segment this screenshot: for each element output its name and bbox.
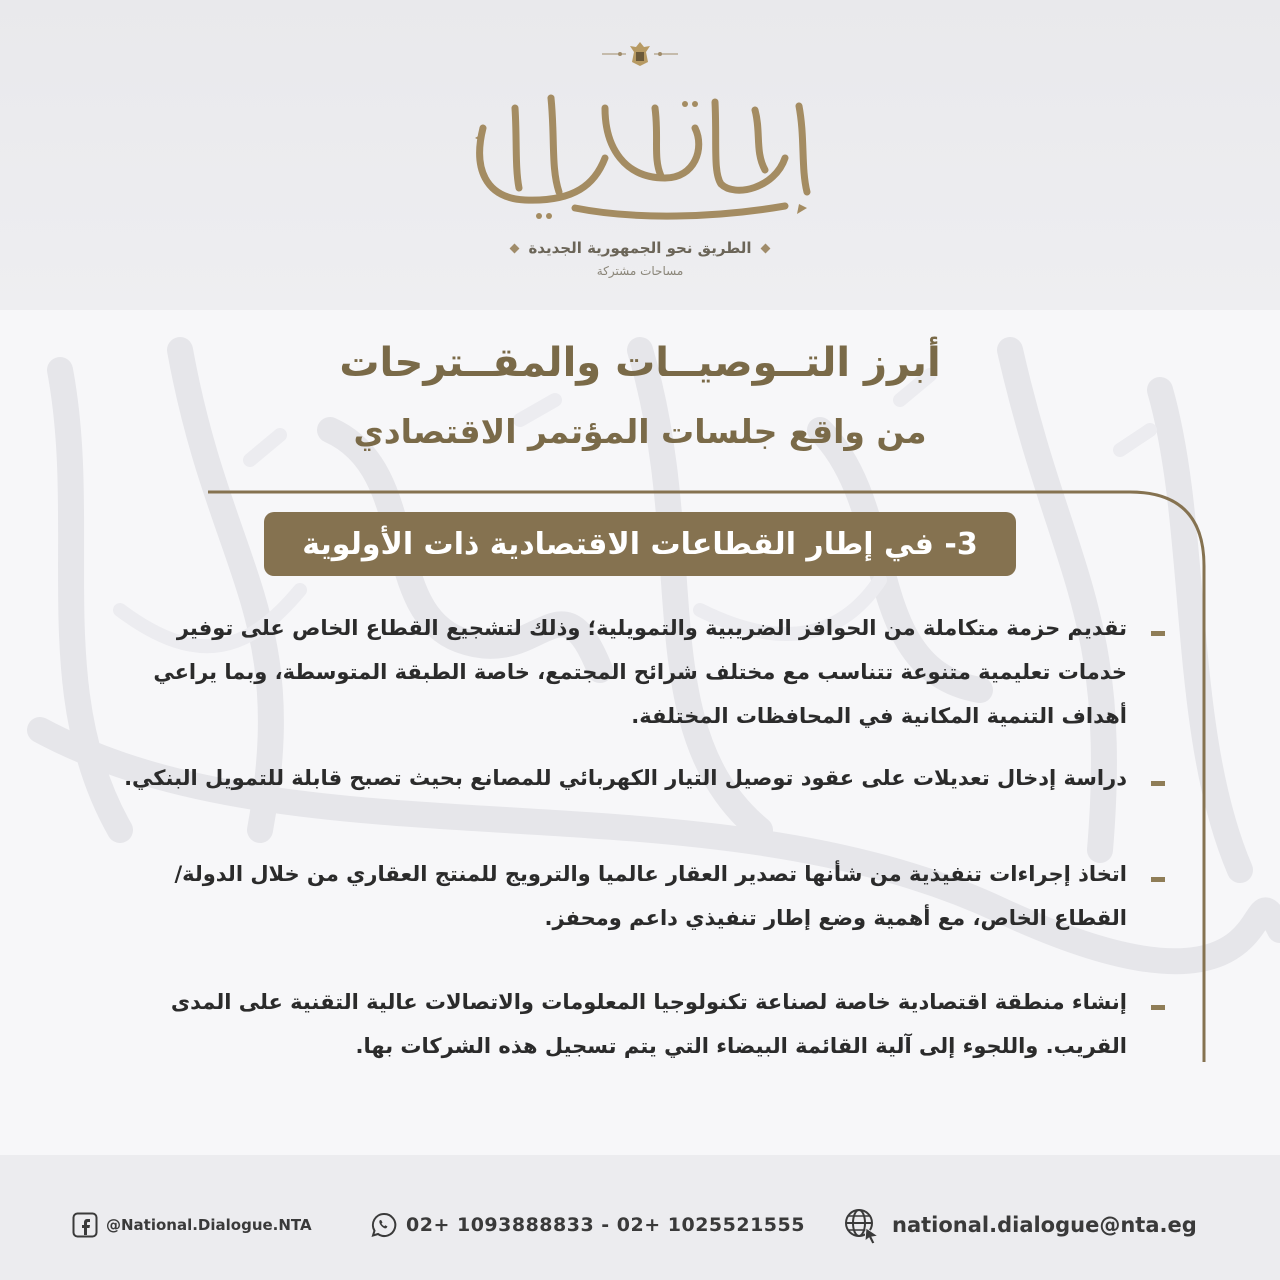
recommendations-list <box>120 606 1175 1068</box>
phone-numbers[interactable] <box>370 1205 805 1245</box>
bullet-marker-icon <box>1151 1005 1165 1010</box>
facebook-handle: @National.Dialogue.NTA <box>106 1216 312 1234</box>
page-subtitle: من واقع جلسات المؤتمر الاقتصادي <box>353 412 927 451</box>
bullet-marker-icon <box>1151 877 1165 882</box>
email-link[interactable] <box>842 1205 1197 1245</box>
diamond-icon <box>760 243 770 253</box>
bullet-marker-icon <box>1151 631 1165 636</box>
globe-icon <box>842 1206 880 1244</box>
tagline <box>480 236 800 260</box>
section-heading-text: 3- في إطار القطاعات الاقتصادية ذات الأولوية <box>302 526 978 562</box>
list-item <box>120 852 1175 940</box>
list-item-text: دراسة إدخال تعديلات على عقود توصيل التيار الكهربائي للمصانع بحيث تصبح قابلة للتمويل البنكي. <box>124 766 1127 790</box>
list-item <box>120 606 1175 738</box>
page-title: أبرز التــوصيــات والمقــترحات <box>339 340 941 386</box>
email-text: national.dialogue@nta.eg <box>892 1213 1197 1237</box>
diamond-icon <box>510 243 520 253</box>
egypt-eagle-icon <box>600 38 680 70</box>
tagline-text: الطريق نحو الجمهورية الجديدة <box>528 239 752 257</box>
whatsapp-icon <box>370 1211 398 1239</box>
phone-text: 02+ 1093888833 - 02+ 1025521555 <box>406 1214 805 1236</box>
list-item <box>120 980 1175 1068</box>
list-item-text: اتخاذ إجراءات تنفيذية من شأنها تصدير العقار عالميا والترويج للمنتج العقاري من خلال الدولة/ القطاع الخاص، مع أهمية وضع إطار تنفيذي داعم ومحفز. <box>174 862 1127 930</box>
list-item-text: تقديم حزمة متكاملة من الحوافز الضريبية والتمويلية؛ وذلك لتشجيع القطاع الخاص على توفير خدمات تعليمية متنوعة تتناسب مع مختلف شرائح المجتمع، خاصة الطبقة المتوسطة، وبما يراعي أهداف التنمية المكانية في المحافظات المختلفة. <box>153 616 1127 728</box>
national-dialogue-logo <box>455 88 827 228</box>
facebook-link[interactable] <box>72 1205 312 1245</box>
bullet-marker-icon <box>1151 781 1165 786</box>
list-item-text: إنشاء منطقة اقتصادية خاصة لصناعة تكنولوجيا المعلومات والاتصالات عالية التقنية على المدى القريب. واللجوء إلى آلية القائمة البيضاء التي يتم تسجيل هذه الشركات بها. <box>170 990 1127 1058</box>
subtagline: مساحات مشتركة <box>596 264 684 278</box>
list-item <box>120 756 1175 800</box>
section-heading <box>264 512 1016 576</box>
facebook-icon <box>72 1212 98 1238</box>
